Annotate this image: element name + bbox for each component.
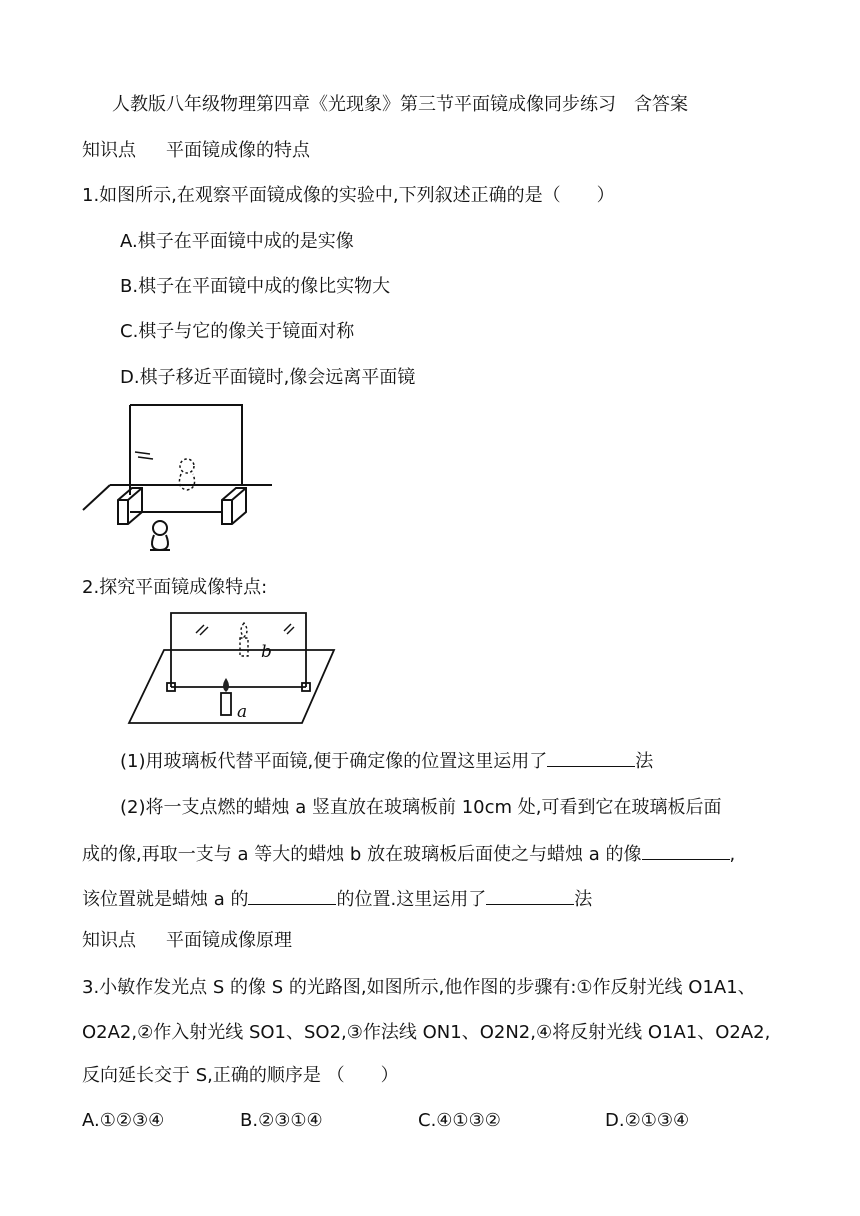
question-1-option-d: D.棋子移近平面镜时,像会远离平面镜 — [120, 367, 416, 388]
label-b: b — [261, 642, 272, 662]
question-2-stem: 2.探究平面镜成像特点: — [82, 577, 268, 598]
question-1-option-b: B.棋子在平面镜中成的像比实物大 — [120, 276, 391, 297]
section-label: 知识点 — [82, 930, 136, 951]
question-2-part-2-line-1: (2)将一支点燃的蜡烛 a 竖直放在玻璃板前 10cm 处,可看到它在玻璃板后面 — [120, 797, 722, 818]
part2-text-d: 法 — [574, 889, 593, 910]
question-3-option-d: D.②①③④ — [605, 1110, 690, 1131]
question-2-part-2-line-3 — [82, 886, 592, 913]
answer-blank-4 — [486, 886, 574, 905]
question-3-option-a: A.①②③④ — [82, 1110, 165, 1131]
question-3-line-2: O2A2,②作入射光线 SO1、SO2,③作法线 ON1、O2N2,④将反射光线 O1A1、O2A2, — [82, 1022, 771, 1043]
section-heading-1 — [82, 138, 310, 164]
part2-text-a: 成的像,再取一支与 a 等大的蜡烛 b 放在玻璃板后面使之与蜡烛 a 的像 — [82, 844, 642, 865]
question-3-option-b: B.②③①④ — [240, 1110, 323, 1131]
section-name: 平面镜成像的特点 — [166, 140, 310, 161]
section-label: 知识点 — [82, 140, 136, 161]
page-title: 人教版八年级物理第四章《光现象》第三节平面镜成像同步练习 含答案 — [112, 94, 688, 115]
figure-mirror-chess — [80, 400, 280, 555]
question-1-stem: 1.如图所示,在观察平面镜成像的实验中,下列叙述正确的是（ ） — [82, 185, 615, 206]
part2-text-c: 的位置.这里运用了 — [336, 889, 487, 910]
question-2-part-2-line-2 — [82, 841, 735, 868]
answer-blank-3 — [248, 886, 336, 905]
question-1-option-c: C.棋子与它的像关于镜面对称 — [120, 321, 355, 342]
question-2-part-1 — [120, 748, 653, 775]
part2-comma: , — [729, 844, 736, 865]
figure-glass-candles — [124, 605, 344, 727]
question-3-line-1: 3.小敏作发光点 S 的像 S 的光路图,如图所示,他作图的步骤有:①作反射光线 O1A1、 — [82, 977, 756, 998]
section-name: 平面镜成像原理 — [166, 930, 292, 951]
question-3-line-3: 反向延长交于 S,正确的顺序是 （ ） — [82, 1065, 399, 1086]
answer-blank-2 — [642, 841, 730, 860]
part1-suffix: 法 — [635, 751, 654, 772]
answer-blank-1 — [547, 748, 635, 767]
question-3-option-c: C.④①③② — [418, 1110, 501, 1131]
label-a: a — [237, 702, 248, 722]
part1-text: (1)用玻璃板代替平面镜,便于确定像的位置这里运用了 — [120, 751, 548, 772]
section-heading-2 — [82, 928, 292, 954]
question-1-option-a: A.棋子在平面镜中成的是实像 — [120, 231, 354, 252]
part2-text-b: 该位置就是蜡烛 a 的 — [82, 889, 249, 910]
